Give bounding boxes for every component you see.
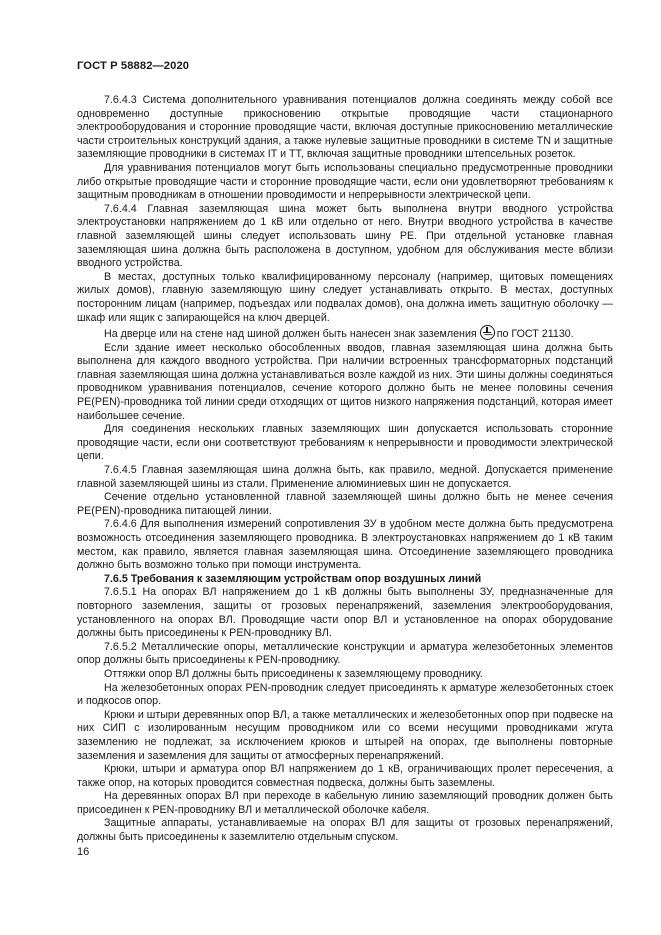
paragraph: 7.6.5.1 На опорах ВЛ напряжением до 1 кВ должны быть выполнены ЗУ, предназначенные для повторного заземления, защиты от грозовых перенапряжений, заземления электрооборудования, установленного на опорах ВЛ. Проводящие части опор ВЛ и установленное на опорах оборудование должны быть присоединены к PEN-проводнику ВЛ. [77, 586, 613, 640]
paragraph-earth-sign [77, 325, 613, 342]
paragraph: Для уравнивания потенциалов могут быть использованы специально предусмотренные проводники либо открытые проводящие части и сторонние проводящие части, если они удовлетворяют требованиям к защитным проводникам в отношении проводимости и непрерывности электрической цепи. [77, 161, 613, 202]
paragraph: Сечение отдельно установленной главной заземляющей шины должно быть не менее сечения PE(PEN)-проводника питающей линии. [77, 491, 613, 517]
paragraph: Крюки, штыри и арматура опор ВЛ напряжением до 1 кВ, ограничивающих пролет пересечения, а также опор, на которых проводится совместная подвеска, должны быть заземлены. [77, 763, 613, 789]
section-heading: 7.6.5 Требования к заземляющим устройствам опор воздушных линий [104, 572, 482, 585]
earth-sign-icon [480, 325, 495, 340]
paragraph: Для соединения нескольких главных заземляющих шин допускается использовать сторонние проводящие части, если они соответствуют требованиям к непрерывности и проводимости электрической цепи. [77, 423, 613, 463]
paragraph: 7.6.4.6 Для выполнения измерений сопротивления ЗУ в удобном месте должна быть предусмотрена возможность отсоединения заземляющего проводника. В электроустановках напряжением до 1 кВ таким местом, как правило, является главная заземляющая шина. Отсоединение заземляющего проводника должно быть возможно только при помощи инструмента. [77, 518, 613, 572]
page-number: 16 [77, 846, 90, 858]
paragraph: На железобетонных опорах PEN-проводник следует присоединять к арматуре железобетонных стоек и подкосов опор. [77, 681, 613, 708]
sign-text-before: На дверце или на стене над шиной должен быть нанесен знак заземления [104, 328, 477, 341]
paragraph: На деревянных опорах ВЛ при переходе в кабельную линию заземляющий проводник должен быть присоединен к PEN-проводнику ВЛ и металлической оболочке кабеля. [77, 790, 613, 816]
paragraph: Если здание имеет несколько обособленных вводов, главная заземляющая шина должна быть выполнена для каждого вводного устройства. При наличии встроенных трансформаторных подстанций главная заземляющая шина должна устанавливаться возле каждой из них. Эти шины должны соединяться проводником уравнивания потенциалов, сечение которого должно быть не менее половины сечения PE(PEN)-проводника той линии среди отходящих от щитов низкого напряжения подстанций, которая имеет наибольшее сечение. [77, 341, 613, 422]
paragraph: Крюки и штыри деревянных опор ВЛ, а также металлических и железобетонных опор при подвеске на них СИП с изолированным несущим проводником или со всеми несущими проводниками жгута заземлению не подлежат, за исключением крюков и штырей на опорах, где выполнены повторные заземления и заземления для защиты от атмосферных перенапряжений. [77, 708, 613, 762]
paragraph: Защитные аппараты, устанавливаемые на опорах ВЛ для защиты от грозовых перенапряжений, должны быть присоединены к заземлителю отдельным спуском. [77, 817, 613, 844]
paragraph: 7.6.4.3 Система дополнительного уравнивания потенциалов должна соединять между собой все одновременно доступные прикосновению открытые проводящие части стационарного электрооборудования и сторонние проводящие части, включая доступные прикосновению металлические части строительных конструкций здания, а также нулевые защитные проводники в системе TN и защитные заземляющие проводники в системах IT и TT, включая защитные проводники штепсельных розеток. [77, 94, 613, 161]
paragraph: Оттяжки опор ВЛ должны быть присоединены к заземляющему проводнику. [104, 667, 483, 680]
paragraph: В местах, доступных только квалифицированному персоналу (например, щитовых помещениях жилых домов), главную заземляющую шину следует устанавливать открыто. В местах, доступных посторонним лицам (например, подъездах или подвалах домов), она должна иметь защитную оболочку — шкаф или ящик с запирающейся на ключ дверцей. [77, 270, 613, 324]
sign-text-after: по ГОСТ 21130. [496, 328, 574, 341]
paragraph: 7.6.4.4 Главная заземляющая шина может быть выполнена внутри вводного устройства электроустановки напряжением до 1 кВ или отдельно от него. Внутри вводного устройства в качестве главной заземляющей шины следует использовать шину PE. При отдельной установке главная заземляющая шина должна быть расположена в доступном, удобном для обслуживания месте вблизи вводного устройства. [77, 202, 613, 270]
paragraph: 7.6.5.2 Металлические опоры, металлические конструкции и арматура железобетонных элементов опор должны быть присоединены к PEN-проводнику. [77, 640, 613, 667]
document-header: ГОСТ Р 58882—2020 [77, 60, 190, 72]
document-body [77, 94, 613, 845]
paragraph: 7.6.4.5 Главная заземляющая шина должна быть, как правило, медной. Допускается применение главной заземляющей шины из стали. Применение алюминиевых шин не допускается. [77, 464, 613, 490]
